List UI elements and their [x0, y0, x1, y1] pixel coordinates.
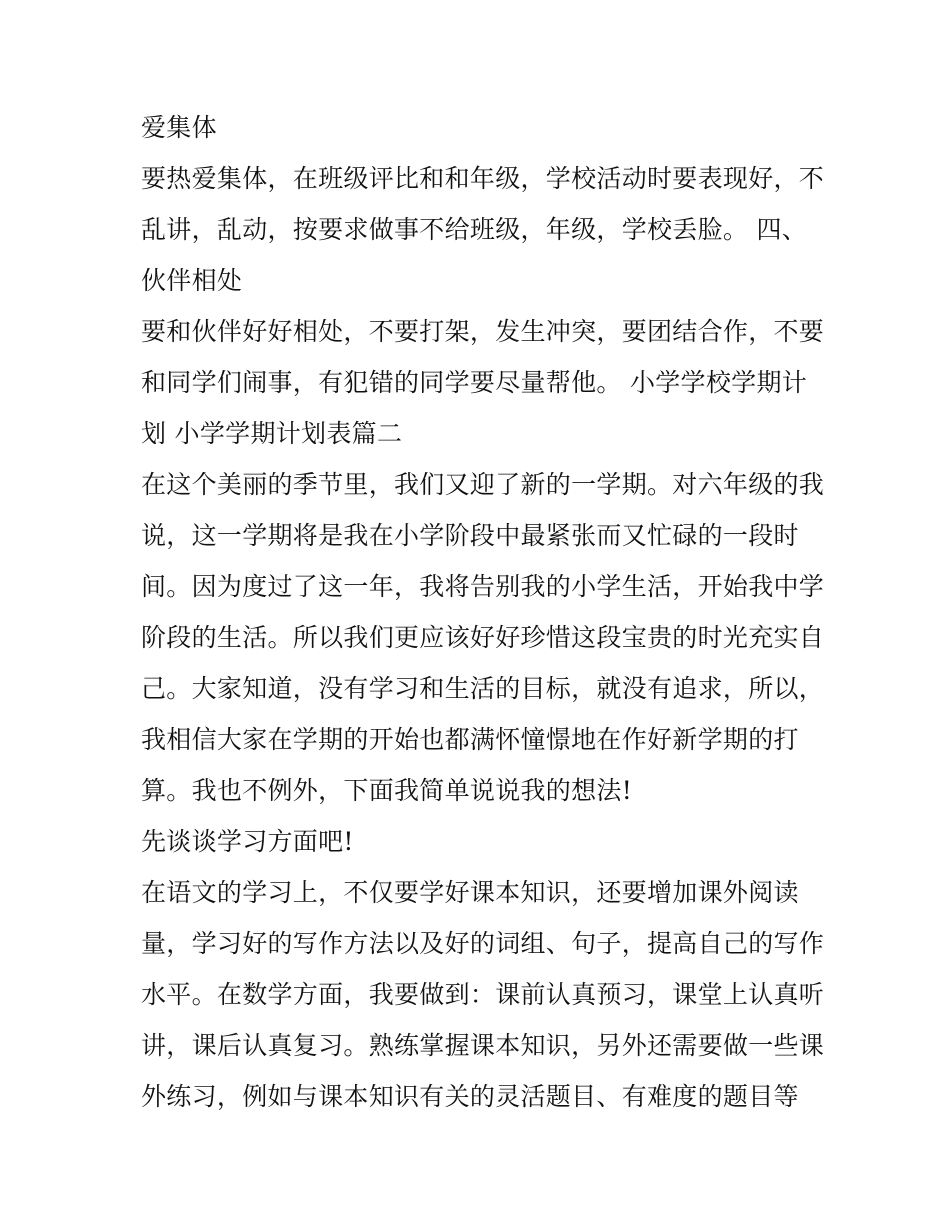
text-line: 讲，课后认真复习。熟练掌握课本知识，另外还需要做一些课 — [141, 1031, 825, 1060]
text-line: 量，学习好的写作方法以及好的词组、句子，提高自己的写作 — [141, 929, 825, 958]
text-line: 要和伙伴好好相处，不要打架，发生冲突，要团结合作，不要 — [141, 317, 825, 346]
text-line: 和同学们闹事，有犯错的同学要尽量帮他。 小学学校学期计 — [141, 368, 808, 397]
text-line: 水平。在数学方面，我要做到：课前认真预习，课堂上认真听 — [141, 980, 825, 1009]
text-line: 划 小学学期计划表篇二 — [141, 419, 403, 448]
text-line: 外练习，例如与课本知识有关的灵活题目、有难度的题目等 — [141, 1082, 799, 1111]
text-line: 算。我也不例外，下面我简单说说我的想法! — [141, 776, 633, 805]
text-line: 爱集体 — [141, 113, 217, 142]
text-line: 阶段的生活。所以我们更应该好好珍惜这段宝贵的时光充实自 — [141, 623, 825, 652]
text-line: 先谈谈学习方面吧! — [141, 827, 354, 856]
text-line: 说，这一学期将是我在小学阶段中最紧张而又忙碌的一段时 — [141, 521, 799, 550]
text-line: 在这个美丽的季节里，我们又迎了新的一学期。对六年级的我 — [141, 470, 825, 499]
text-line: 间。因为度过了这一年，我将告别我的小学生活，开始我中学 — [141, 572, 825, 601]
text-line: 乱讲，乱动，按要求做事不给班级，年级，学校丢脸。 四、 — [141, 215, 808, 244]
text-line: 在语文的学习上，不仅要学好课本知识，还要增加课外阅读 — [141, 878, 799, 907]
text-line: 我相信大家在学期的开始也都满怀憧憬地在作好新学期的打 — [141, 725, 799, 754]
text-line: 要热爱集体，在班级评比和和年级，学校活动时要表现好，不 — [141, 164, 825, 193]
text-line: 伙伴相处 — [141, 266, 243, 295]
text-line: 己。大家知道，没有学习和生活的目标，就没有追求，所以， — [141, 674, 825, 703]
